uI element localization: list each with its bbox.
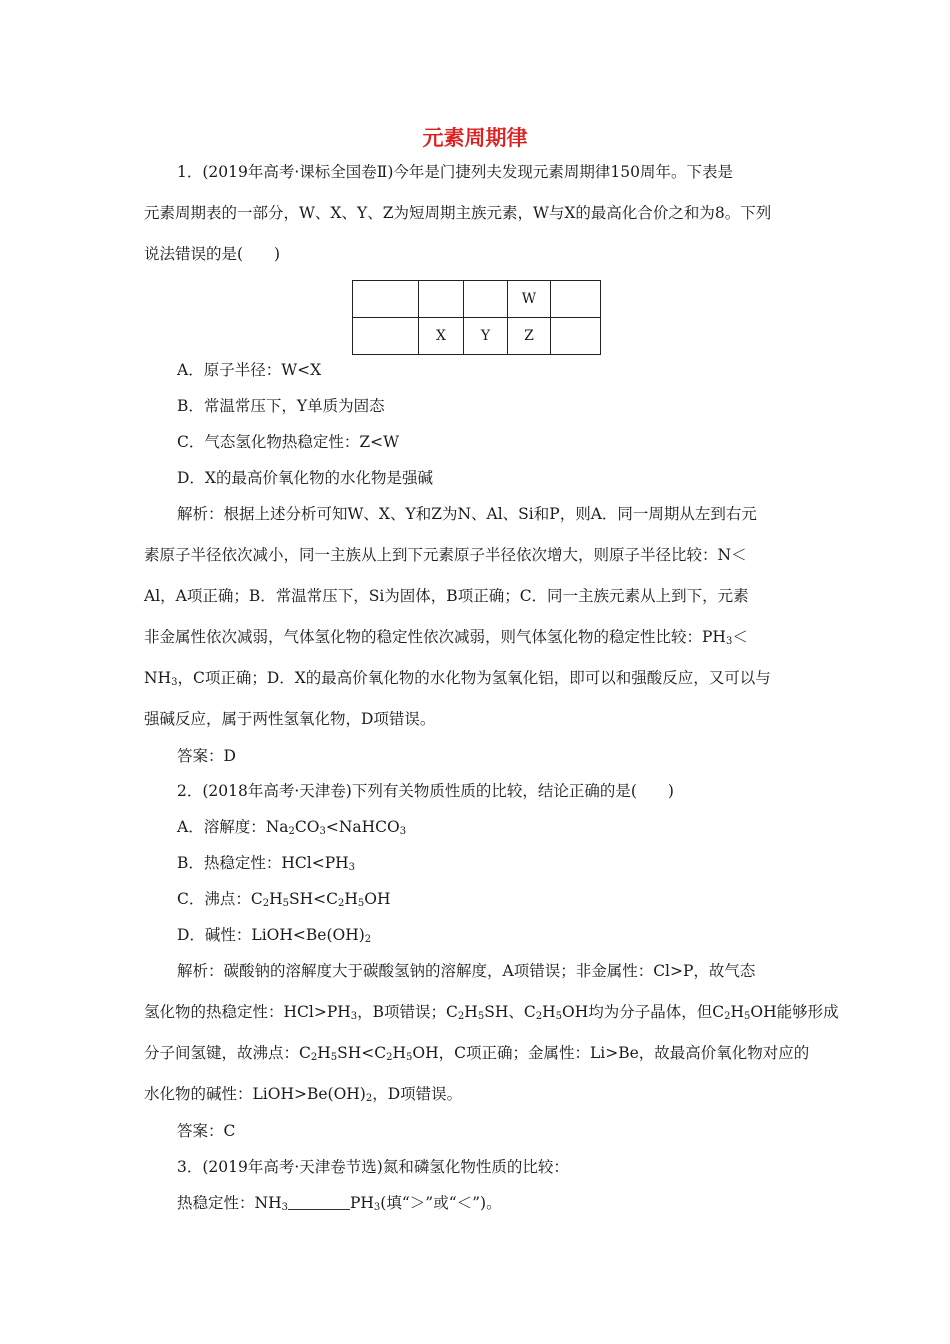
q1-analysis-line-4: 非金属性依次减弱，气体氢化物的稳定性依次减弱，则气体氢化物的稳定性比较：$PH_3<$ [144,628,748,647]
table-cell-w: W [508,281,551,318]
q2-option-b: B．热稳定性：$HCl<PH_3$ [177,854,356,873]
page-title: 元素周期律 [422,126,528,150]
q2-analysis-line-3: 分子间氢键，故沸点：$C_2H_5SH<C_2H_5OH$，C项正确；金属性：Li>Be，故最高价氧化物对应的 [144,1044,810,1063]
q1-answer: 答案：D [177,747,236,765]
table-cell [353,281,419,318]
q1-option-a: A．原子半径：W<X [177,361,322,379]
q2-stem: 2．(2018年高考·天津卷)下列有关物质性质的比较，结论正确的是( ) [177,782,674,800]
q1-analysis-line-6: 强碱反应，属于两性氢氧化物，D项错误。 [144,710,436,728]
table-cell-y: Y [464,318,508,355]
q1-option-c: C．气态氢化物热稳定性：Z<W [177,433,400,451]
q1-stem-line-3: 说法错误的是( ) [144,245,281,263]
q3-stem: 3．(2019年高考·天津卷节选)氮和磷氢化物性质的比较： [177,1158,569,1176]
table-cell-x: X [419,318,464,355]
q3-fill-line: 热稳定性：$NH_3$ $PH_3$(填“＞”或“＜”)。 [177,1194,502,1213]
q2-answer: 答案：C [177,1122,236,1140]
table-cell-z: Z [508,318,551,355]
periodic-table-fragment [352,280,601,355]
q2-analysis-line-4: 水化物的碱性：$LiOH>Be(OH)_2$，D项错误。 [144,1085,463,1104]
q1-option-d: D．X的最高价氧化物的水化物是强碱 [177,469,433,487]
q2-option-d: D．碱性：$LiOH<Be(OH)_2$ [177,926,372,945]
q2-option-c: C．沸点：$C_2H_5SH<C_2H_5OH$ [177,890,391,909]
table-cell [419,281,464,318]
q2-analysis-line-2: 氢化物的热稳定性：$HCl>PH_3$，B项错误；$C_2H_5SH$、$C_2H_5OH$均为分子晶体，但$C_2H_5OH$能够形成 [144,1003,839,1022]
table-cell [353,318,419,355]
q2-analysis-line-1: 解析：碳酸钠的溶解度大于碳酸氢钠的溶解度，A项错误；非金属性：Cl>P，故气态 [177,962,756,980]
q1-stem-line-1: 1．(2019年高考·课标全国卷Ⅱ)今年是门捷列夫发现元素周期律150周年。下表是 [177,163,733,181]
answer-blank[interactable] [288,1195,350,1210]
q1-analysis-line-1: 解析：根据上述分析可知W、X、Y和Z为N、Al、Si和P，则A．同一周期从左到右元 [177,505,757,523]
table-row [353,281,601,318]
table-row [353,318,601,355]
table-cell [551,281,601,318]
q1-option-b: B．常温常压下，Y单质为固态 [177,397,385,415]
q1-analysis-line-5: $NH_3$，C项正确；D．X的最高价氧化物的水化物为氢氧化铝，即可以和强酸反应，又可以与 [144,669,771,688]
q1-analysis-line-3: Al，A项正确；B．常温常压下，Si为固体，B项正确；C．同一主族元素从上到下，元素 [144,587,749,605]
q1-stem-line-2: 元素周期表的一部分，W、X、Y、Z为短周期主族元素，W与X的最高化合价之和为8。下列 [144,204,772,222]
q1-analysis-line-2: 素原子半径依次减小，同一主族从上到下元素原子半径依次增大，则原子半径比较：N＜ [144,546,747,564]
q2-option-a: A．溶解度：$Na_2CO_3<NaHCO_3$ [177,818,407,837]
table-cell [464,281,508,318]
table-cell [551,318,601,355]
